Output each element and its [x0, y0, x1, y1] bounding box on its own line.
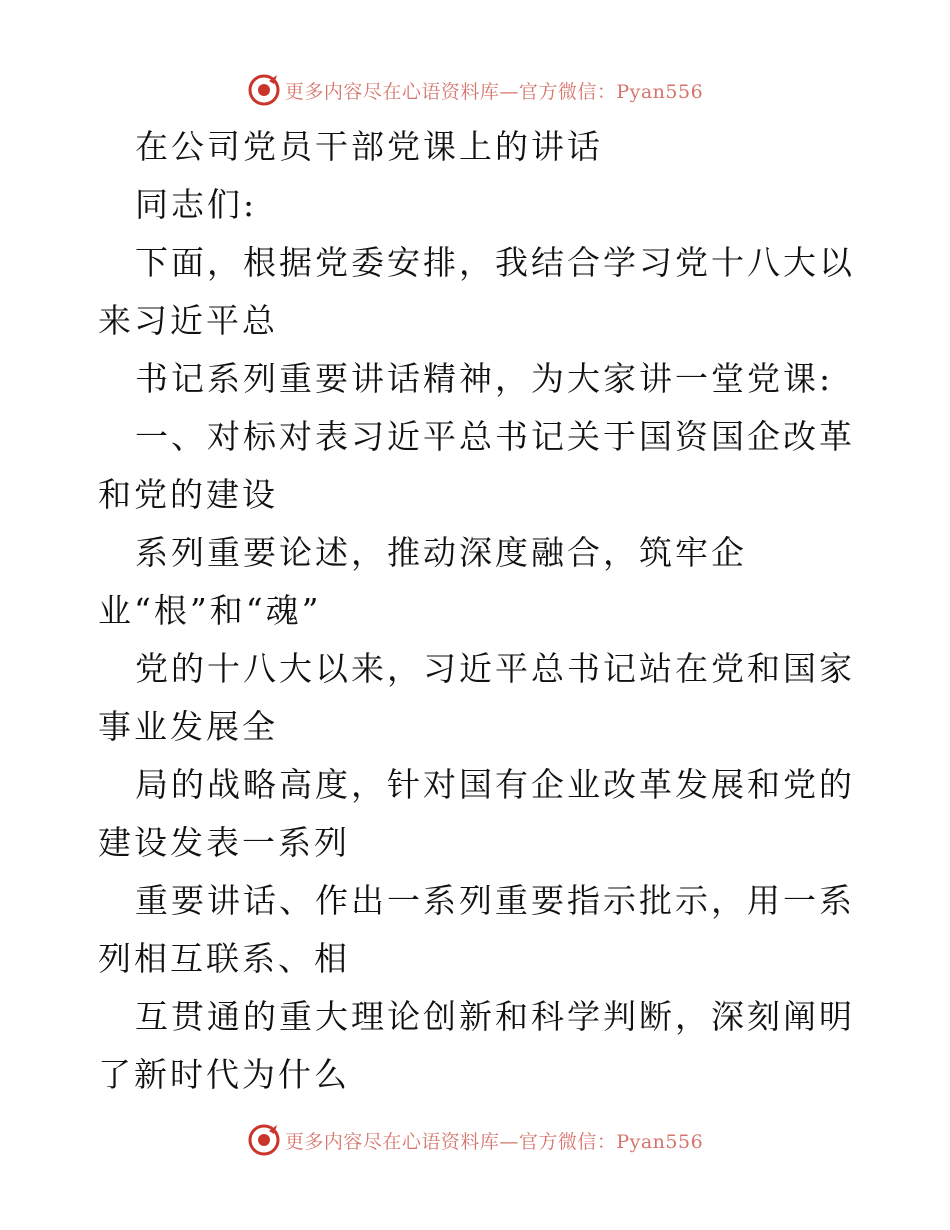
salutation: 同志们:: [135, 185, 258, 224]
section-heading-cont: 系列重要论述，推动深度融合，筑牢企: [135, 533, 747, 572]
paragraph: 党的十八大以来，习近平总书记站在党和国家事业发展全: [98, 649, 855, 746]
header-watermark: [0, 70, 950, 110]
paragraph: 下面，根据党委安排，我结合学习党十八大以来习近平总: [98, 243, 855, 340]
paragraph: 互贯通的重大理论创新和科学判断，深刻阐明了新时代为什么: [98, 997, 855, 1094]
pen-logo-icon: [247, 73, 281, 107]
footer-watermark: [0, 1120, 950, 1160]
paragraph: 重要讲话、作出一系列重要指示批示，用一系列相互联系、相: [98, 881, 855, 978]
document-title: 在公司党员干部党课上的讲话: [135, 127, 603, 166]
document-body: [98, 118, 868, 1104]
paragraph: 书记系列重要讲话精神，为大家讲一堂党课:: [135, 359, 834, 398]
section-heading-cont: 业“根”和“魂”: [98, 591, 322, 630]
paragraph: 局的战略高度，针对国有企业改革发展和党的建设发表一系列: [98, 765, 855, 862]
pen-logo-icon: [247, 1123, 281, 1157]
header-watermark-text: 更多内容尽在心语资料库—官方微信：Pyan556: [284, 80, 704, 103]
section-heading: 一、对标对表习近平总书记关于国资国企改革和党的建设: [98, 417, 855, 514]
footer-watermark-text: 更多内容尽在心语资料库—官方微信：Pyan556: [284, 1130, 704, 1153]
